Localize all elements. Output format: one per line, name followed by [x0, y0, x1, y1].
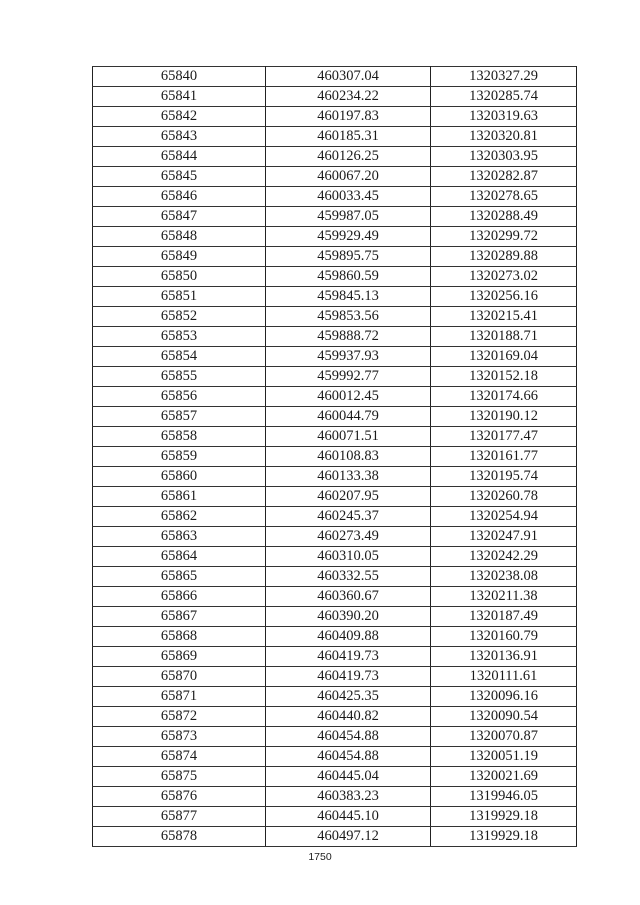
page-number: 1750 — [308, 851, 332, 863]
x-coordinate-cell: 460126.25 — [266, 147, 431, 167]
point-id-cell: 65866 — [93, 587, 266, 607]
point-id-cell: 65862 — [93, 507, 266, 527]
x-coordinate-cell: 460185.31 — [266, 127, 431, 147]
point-id-cell: 65857 — [93, 407, 266, 427]
point-id-cell: 65849 — [93, 247, 266, 267]
y-coordinate-cell: 1320289.88 — [431, 247, 577, 267]
y-coordinate-cell: 1320021.69 — [431, 767, 577, 787]
table-row — [93, 287, 577, 307]
table-row — [93, 347, 577, 367]
point-id-cell: 65853 — [93, 327, 266, 347]
y-coordinate-cell: 1319929.18 — [431, 827, 577, 847]
y-coordinate-cell: 1320195.74 — [431, 467, 577, 487]
table-row — [93, 227, 577, 247]
y-coordinate-cell: 1320303.95 — [431, 147, 577, 167]
table-row — [93, 527, 577, 547]
point-id-cell: 65858 — [93, 427, 266, 447]
table-row — [93, 447, 577, 467]
point-id-cell: 65876 — [93, 787, 266, 807]
x-coordinate-cell: 460440.82 — [266, 707, 431, 727]
table-row — [93, 627, 577, 647]
point-id-cell: 65878 — [93, 827, 266, 847]
point-id-cell: 65847 — [93, 207, 266, 227]
x-coordinate-cell: 460012.45 — [266, 387, 431, 407]
point-id-cell: 65860 — [93, 467, 266, 487]
table-row — [93, 767, 577, 787]
y-coordinate-cell: 1320285.74 — [431, 87, 577, 107]
y-coordinate-cell: 1320247.91 — [431, 527, 577, 547]
y-coordinate-cell: 1320177.47 — [431, 427, 577, 447]
table-row — [93, 407, 577, 427]
table-row — [93, 387, 577, 407]
table-row — [93, 87, 577, 107]
x-coordinate-cell: 460033.45 — [266, 187, 431, 207]
x-coordinate-cell: 460445.04 — [266, 767, 431, 787]
y-coordinate-cell: 1320327.29 — [431, 67, 577, 87]
y-coordinate-cell: 1320238.08 — [431, 567, 577, 587]
y-coordinate-cell: 1320051.19 — [431, 747, 577, 767]
table-row — [93, 487, 577, 507]
point-id-cell: 65845 — [93, 167, 266, 187]
point-id-cell: 65877 — [93, 807, 266, 827]
y-coordinate-cell: 1320160.79 — [431, 627, 577, 647]
table-row — [93, 427, 577, 447]
x-coordinate-cell: 460454.88 — [266, 747, 431, 767]
y-coordinate-cell: 1320190.12 — [431, 407, 577, 427]
point-id-cell: 65872 — [93, 707, 266, 727]
point-id-cell: 65861 — [93, 487, 266, 507]
point-id-cell: 65855 — [93, 367, 266, 387]
table-row — [93, 207, 577, 227]
point-id-cell: 65868 — [93, 627, 266, 647]
x-coordinate-cell: 460067.20 — [266, 167, 431, 187]
y-coordinate-cell: 1319946.05 — [431, 787, 577, 807]
table-row — [93, 727, 577, 747]
table-row — [93, 127, 577, 147]
point-id-cell: 65848 — [93, 227, 266, 247]
y-coordinate-cell: 1320278.65 — [431, 187, 577, 207]
y-coordinate-cell: 1320254.94 — [431, 507, 577, 527]
point-id-cell: 65846 — [93, 187, 266, 207]
point-id-cell: 65850 — [93, 267, 266, 287]
y-coordinate-cell: 1320288.49 — [431, 207, 577, 227]
x-coordinate-cell: 460207.95 — [266, 487, 431, 507]
table-row — [93, 107, 577, 127]
x-coordinate-cell: 460133.38 — [266, 467, 431, 487]
table-row — [93, 307, 577, 327]
x-coordinate-cell: 459853.56 — [266, 307, 431, 327]
point-id-cell: 65852 — [93, 307, 266, 327]
y-coordinate-cell: 1320260.78 — [431, 487, 577, 507]
table-row — [93, 607, 577, 627]
point-id-cell: 65867 — [93, 607, 266, 627]
point-id-cell: 65873 — [93, 727, 266, 747]
x-coordinate-cell: 460390.20 — [266, 607, 431, 627]
x-coordinate-cell: 460383.23 — [266, 787, 431, 807]
y-coordinate-cell: 1320090.54 — [431, 707, 577, 727]
x-coordinate-cell: 460273.49 — [266, 527, 431, 547]
y-coordinate-cell: 1320169.04 — [431, 347, 577, 367]
x-coordinate-cell: 460108.83 — [266, 447, 431, 467]
coordinate-table-body — [93, 67, 577, 847]
point-id-cell: 65859 — [93, 447, 266, 467]
x-coordinate-cell: 460419.73 — [266, 647, 431, 667]
x-coordinate-cell: 460332.55 — [266, 567, 431, 587]
y-coordinate-cell: 1320211.38 — [431, 587, 577, 607]
y-coordinate-cell: 1320282.87 — [431, 167, 577, 187]
table-row — [93, 187, 577, 207]
point-id-cell: 65851 — [93, 287, 266, 307]
y-coordinate-cell: 1320299.72 — [431, 227, 577, 247]
x-coordinate-cell: 459987.05 — [266, 207, 431, 227]
table-row — [93, 807, 577, 827]
y-coordinate-cell: 1320188.71 — [431, 327, 577, 347]
y-coordinate-cell: 1320174.66 — [431, 387, 577, 407]
table-row — [93, 587, 577, 607]
y-coordinate-cell: 1320111.61 — [431, 667, 577, 687]
table-row — [93, 147, 577, 167]
x-coordinate-cell: 460497.12 — [266, 827, 431, 847]
point-id-cell: 65840 — [93, 67, 266, 87]
point-id-cell: 65843 — [93, 127, 266, 147]
point-id-cell: 65869 — [93, 647, 266, 667]
x-coordinate-cell: 460454.88 — [266, 727, 431, 747]
y-coordinate-cell: 1320215.41 — [431, 307, 577, 327]
x-coordinate-cell: 459929.49 — [266, 227, 431, 247]
x-coordinate-cell: 460409.88 — [266, 627, 431, 647]
y-coordinate-cell: 1320161.77 — [431, 447, 577, 467]
point-id-cell: 65870 — [93, 667, 266, 687]
table-row — [93, 267, 577, 287]
table-row — [93, 67, 577, 87]
y-coordinate-cell: 1320273.02 — [431, 267, 577, 287]
table-row — [93, 507, 577, 527]
point-id-cell: 65841 — [93, 87, 266, 107]
x-coordinate-cell: 460071.51 — [266, 427, 431, 447]
x-coordinate-cell: 460307.04 — [266, 67, 431, 87]
x-coordinate-cell: 460360.67 — [266, 587, 431, 607]
table-row — [93, 687, 577, 707]
point-id-cell: 65875 — [93, 767, 266, 787]
y-coordinate-cell: 1320096.16 — [431, 687, 577, 707]
x-coordinate-cell: 460234.22 — [266, 87, 431, 107]
x-coordinate-cell: 460245.37 — [266, 507, 431, 527]
point-id-cell: 65842 — [93, 107, 266, 127]
y-coordinate-cell: 1320136.91 — [431, 647, 577, 667]
table-row — [93, 167, 577, 187]
y-coordinate-cell: 1320256.16 — [431, 287, 577, 307]
x-coordinate-cell: 460419.73 — [266, 667, 431, 687]
y-coordinate-cell: 1320152.18 — [431, 367, 577, 387]
y-coordinate-cell: 1320187.49 — [431, 607, 577, 627]
point-id-cell: 65856 — [93, 387, 266, 407]
x-coordinate-cell: 459992.77 — [266, 367, 431, 387]
point-id-cell: 65865 — [93, 567, 266, 587]
point-id-cell: 65863 — [93, 527, 266, 547]
table-row — [93, 787, 577, 807]
table-row — [93, 567, 577, 587]
table-row — [93, 467, 577, 487]
y-coordinate-cell: 1320242.29 — [431, 547, 577, 567]
table-row — [93, 667, 577, 687]
x-coordinate-cell: 460044.79 — [266, 407, 431, 427]
y-coordinate-cell: 1319929.18 — [431, 807, 577, 827]
x-coordinate-cell: 460425.35 — [266, 687, 431, 707]
table-row — [93, 247, 577, 267]
table-row — [93, 547, 577, 567]
x-coordinate-cell: 460445.10 — [266, 807, 431, 827]
y-coordinate-cell: 1320070.87 — [431, 727, 577, 747]
table-row — [93, 367, 577, 387]
x-coordinate-cell: 459895.75 — [266, 247, 431, 267]
coordinate-table — [92, 66, 577, 847]
point-id-cell: 65844 — [93, 147, 266, 167]
point-id-cell: 65854 — [93, 347, 266, 367]
y-coordinate-cell: 1320320.81 — [431, 127, 577, 147]
point-id-cell: 65864 — [93, 547, 266, 567]
x-coordinate-cell: 459888.72 — [266, 327, 431, 347]
table-row — [93, 707, 577, 727]
x-coordinate-cell: 460197.83 — [266, 107, 431, 127]
x-coordinate-cell: 459937.93 — [266, 347, 431, 367]
point-id-cell: 65871 — [93, 687, 266, 707]
x-coordinate-cell: 459860.59 — [266, 267, 431, 287]
table-row — [93, 747, 577, 767]
table-row — [93, 827, 577, 847]
y-coordinate-cell: 1320319.63 — [431, 107, 577, 127]
x-coordinate-cell: 459845.13 — [266, 287, 431, 307]
table-row — [93, 327, 577, 347]
table-row — [93, 647, 577, 667]
x-coordinate-cell: 460310.05 — [266, 547, 431, 567]
point-id-cell: 65874 — [93, 747, 266, 767]
